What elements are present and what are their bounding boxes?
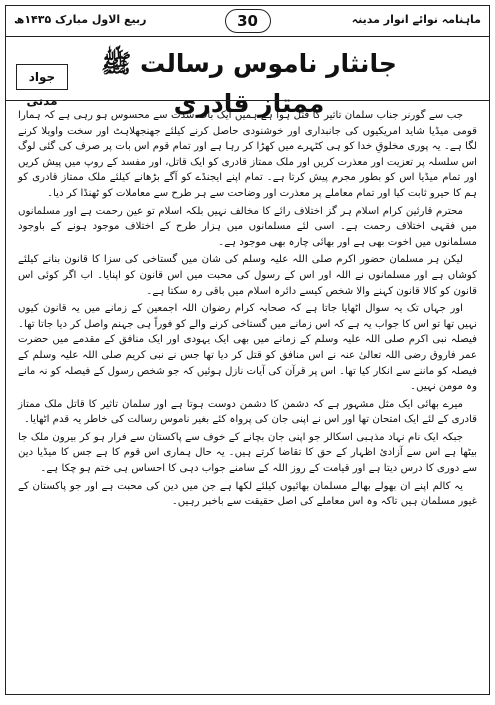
article-body [18,108,477,686]
paragraph: میرے بھائی ایک مثل مشہور ہے کہ دشمن کا دشمن دوست ہوتا ہے اور سلمان تاثیر کا قاتل ملک ممتاز قادری کے لئے ایک امتحان تھا اور اس نے اپنی جان کی پرواہ کئے بغیر ناموس رسالت کی خاطر یہ قدم اٹھایا۔ [18,398,477,426]
issue-date: ربیع الاول مبارک ۱۴۳۵ھ [14,13,147,26]
article-title: جانثار ناموس رسالت ﷺ ممتاز قادری [101,49,397,118]
paragraph: لیکن ہر مسلمان حضور اکرم صلی اللہ علیہ وسلم کی شان میں گستاخی کی سزا کا قانون بنانے کیلئے کوشاں ہے اور مسلمانوں نے اللہ اور اس کے رسول کی محبت میں اس قانون کو اپنایا۔ اب اگر کوئی اس قانون کو کالا قانون کہنے والا شخص کیسے دائرہ اسلام میں باقی رہ سکتا ہے۔ [18,254,477,297]
page-header [6,6,489,37]
paragraph: جب سے گورنر جناب سلمان تاثیر کا قتل ہوا ہے ہمیں ایک بات شدت سے محسوس ہو رہی ہے کہ ہمارا قومی میڈیا شاید امریکیوں کی جانبداری اور خوشنودی حاصل کرنے کیلئے جھنجھلاہٹ اور سخت واویلا کرنے لگا ہے۔ یہ پوری مخلوقِ خدا کو ہی کٹہرے میں کھڑا کر رہا ہے اور تمام قوم اس بات پر صرف کی گئی لوگ اس سلسلہ پر تعزیت اور معذرت کریں اور ملک ممتاز قادری کو ایک قاتل، اور مفسد کے روپ میں پیش کریں اور تمام میڈیا اس کو بطور مجرم پیش کرتا ہے۔ تمام اپنے ایجنڈے کو آگے بڑھانے کیلئے ملک ممتاز قادری کو ہم کا حیرو ثابت کیا اور تمام معاملے پر معذرت اور وضاحت سے ہر طرح سے معاملات کو ٹھنڈا کر دیا۔ [18,110,477,199]
author-name: جواد مدنی [16,64,68,90]
magazine-page [5,5,490,695]
paragraph: محترم قارئین کرام اسلام ہر گز اختلاف رائے کا مخالف نہیں بلکہ اسلام تو عین رحمت ہے اور مسلمانوں میں فقہی اختلاف رحمت ہے۔ اسی لئے مسلمانوں میں ہزار طرح کے اختلاف موجود ہونے کے باوجود مسلمانوں میں اخوت بھی ہے اور بھائی چارہ بھی موجود ہے۔ [18,205,477,248]
page-number: 30 [225,9,271,33]
paragraph: اور جہاں تک یہ سوال اٹھایا جاتا ہے کہ صحابہ کرام رضوان اللہ اجمعین کے زمانے میں یہ قانون کیوں نہیں تھا تو اس کا جواب یہ ہے کہ اس زمانے میں گستاخی کرنے والے کو فوراً ہی جہنم واصل کر دیا جاتا تھا۔ فیصلہ نبی اکرم صلی اللہ علیہ وسلم کے زمانے میں بھی ایک یہودی اور ایک منافق کے مقدمے میں حضرت عمر فاروق رضی اللہ تعالیٰ عنہ نے اس منافق کو قتل کر دیا تھا جس نے نبی کریم صلی اللہ علیہ وسلم کے فیصلہ کو ماننے سے انکار کیا تھا۔ اس پر قرآن کی آیات نازل ہوئیں کہ جو شخص رسول کے فیصلہ کو نہ مانے وہ مومن نہیں۔ [18,303,477,393]
magazine-name: ماہنامہ نوائے انوار مدینہ [351,13,481,26]
title-row [6,38,489,118]
paragraph: جبکہ ایک نام نہاد مذہبی اسکالر جو اپنی جان بچانے کے خوف سے پاکستان سے فرار ہو کر بیرون ملک جا بیٹھا ہے اس سے آزادیٔ اظہار کے حق کا تقاضا کرتے ہیں۔ یہ حال ہماری اس قوم کا ہے جس کا میڈیا دین سے دوری کا درس دیتا ہے اور قیامت کے روز اللہ کے سامنے جواب دہی کا احساس ہی ختم ہو چکا ہے۔ [18,431,477,475]
title-divider [6,100,489,101]
paragraph: یہ کالم اپنے ان بھولے بھالے مسلمان بھائیوں کیلئے لکھا ہے جن میں دین کی محبت ہے اور جو پاکستان کے غیور مسلمان ہیں تاکہ وہ اس معاملے کی اصل حقیقت سے باخبر رہیں۔ [18,480,477,508]
